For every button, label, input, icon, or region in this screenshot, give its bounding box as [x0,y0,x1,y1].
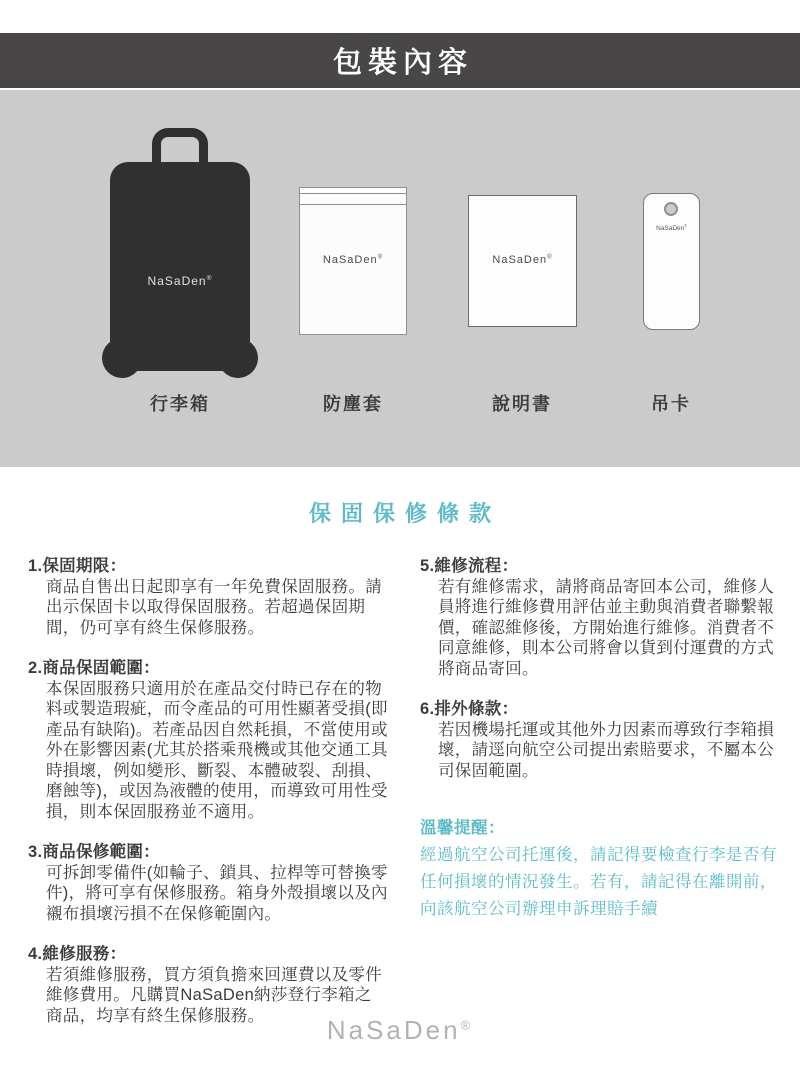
section-heading [28,556,388,577]
brand-text: NaSaDen [492,254,548,266]
registered-mark: ® [460,1017,474,1033]
brand-text: NaSaDen [322,254,378,266]
term-section [28,944,388,1026]
section-body: 本保固服務只適用於在產品交付時已存在的物料或製造瑕疵，而令產品的可用性顯著受損(即產品有缺陷)。若產品因自然耗損，不當使用或外在影響因素(尤其於搭乘飛機或其他交通工具時損壞，例如變形、斷裂、本體破裂、刮損、磨蝕等)，或因為液體的使用，而導致可用性受損，則本保固服務並不適用。 [46,679,388,821]
luggage-brand-logo [110,274,250,288]
warranty-title: 保固保修條款 [308,501,501,526]
section-number: 4. [28,945,43,963]
section-number: 2. [28,659,43,677]
hangtag-brand-logo [644,224,699,232]
term-section [28,842,388,924]
dustcover-flap-line [300,193,406,194]
section-body: 若須維修服務，買方須負擔來回運費以及零件維修費用。凡購買NaSaDen納莎登行李箱之商品，均享有終生保修服務。 [46,965,382,1025]
hangtag-illustration [643,193,700,330]
brand-text: NaSaDen [656,225,685,233]
section-heading-text: 排外條款： [434,700,519,718]
registered-mark: ® [684,224,687,228]
header-banner [0,33,800,88]
terms-left-column [28,556,388,1046]
section-body: 可拆卸零備件(如輪子、鎖具、拉桿等可替換零件)，將可享有保修服務。箱身外殼損壞以及內襯布損壞污損不在保修範圍內。 [46,863,388,923]
footer-brand-logo [0,1015,800,1046]
hangtag-hole [664,202,678,216]
section-heading [420,699,780,720]
label-luggage: 行李箱 [150,394,210,414]
section-heading-text: 維修流程： [434,557,519,575]
section-number: 1. [28,557,43,575]
warranty-terms [28,556,780,1046]
dustcover-flap-line [300,204,406,205]
section-heading [420,556,780,577]
label-hangtag: 吊卡 [651,394,691,414]
reminder-note [420,815,780,923]
label-dustcover: 防塵套 [323,394,383,414]
brand-text: NaSaDen [326,1015,461,1045]
label-manual: 說明書 [492,394,552,414]
luggage-illustration [110,128,250,378]
section-number: 5. [420,557,435,575]
term-section [28,658,388,822]
terms-right-column [420,556,780,1046]
brand-text: NaSaDen [147,274,207,288]
dustcover-brand-logo [300,254,406,266]
manual-illustration [468,195,577,327]
section-heading-text: 維修服務： [42,945,127,963]
term-section [420,556,780,679]
section-heading [28,658,388,679]
dustcover-illustration [299,187,407,335]
section-number: 6. [420,700,435,718]
manual-brand-logo [469,254,576,266]
section-number: 3. [28,843,43,861]
section-heading [28,842,388,863]
section-body: 若因機場托運或其他外力因素而導致行李箱損壞，請逕向航空公司提出索賠要求，不屬本公司保固範圍。 [438,720,774,780]
term-section [28,556,388,638]
registered-mark: ® [206,275,213,282]
reminder-heading: 溫馨提醒： [420,819,505,837]
luggage-body [110,162,250,371]
page-title: 包裝內容 [332,47,473,79]
section-body: 商品自售出日起即享有一年免費保固服務。請出示保固卡以取得保固服務。若超過保固期間，仍可享有終生保修服務。 [46,577,382,637]
section-heading-text: 商品保修範圍： [42,843,160,861]
section-heading-text: 保固期限： [42,557,127,575]
registered-mark: ® [377,254,384,261]
package-panel [0,90,800,467]
section-body: 若有維修需求，請將商品寄回本公司，維修人員將進行維修費用評估並主動與消費者聯繫報價，確認維修後，方開始進行維修。消費者不同意維修，則本公司將會以貨到付運費的方式將商品寄回。 [438,577,774,678]
section-heading-text: 商品保固範圍： [42,659,160,677]
term-section [420,699,780,781]
reminder-body: 經過航空公司托運後，請記得要檢查行李是否有任何損壞的情況發生。若有，請記得在離開前，向該航空公司辦理申訴理賠手續 [420,846,777,918]
registered-mark: ® [547,254,553,261]
section-heading [28,944,388,965]
